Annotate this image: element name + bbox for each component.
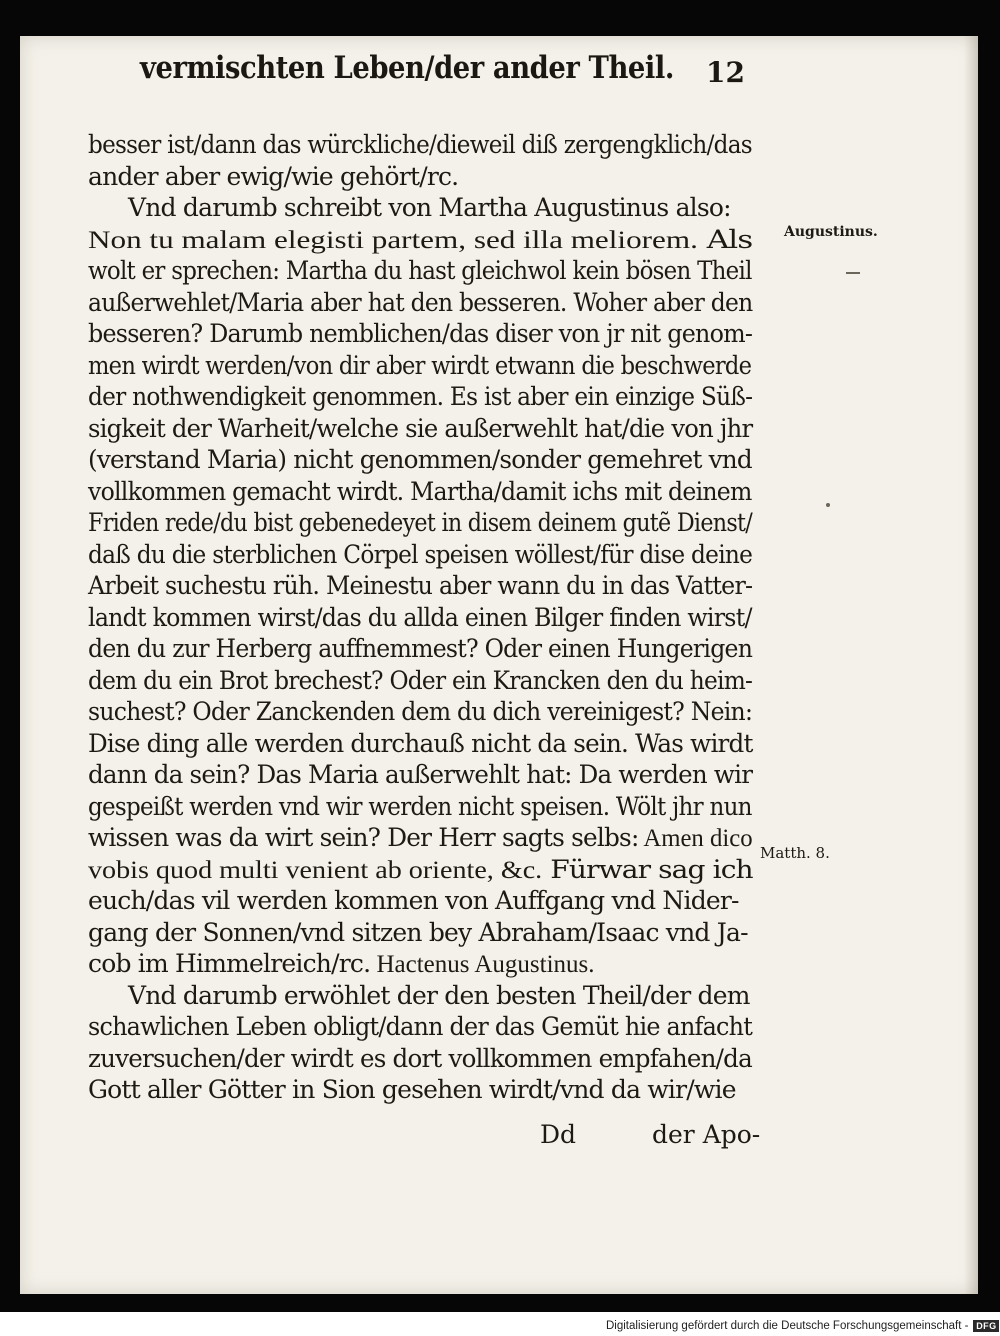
text-line [128, 981, 750, 1011]
text-line [88, 792, 752, 822]
text-line [88, 634, 752, 664]
text-segment: daß du die sterblichen Cörpel speisen wöllest/für dise deine [88, 539, 753, 569]
text-segment: dann da sein? Das Maria außerwehlt hat: Da werden wir [88, 760, 753, 789]
text-line [88, 823, 753, 854]
dfg-logo-icon: DFG [973, 1320, 999, 1332]
text-line [88, 414, 752, 444]
text-segment: (verstand Maria) nicht genommen/sonder gemehret vnd [88, 445, 752, 474]
text-line [88, 319, 752, 349]
text-line [88, 949, 595, 980]
text-line [88, 288, 752, 318]
text-segment: gespeißt werden vnd wir werden nicht speisen. Wölt jhr nun [88, 791, 752, 821]
text-segment: Fürwar sag ich [542, 854, 753, 884]
text-segment: der nothwendigkeit genommen. Es ist aber ein einzige Süß- [88, 382, 753, 411]
text-line [88, 729, 753, 759]
text-segment: suchest? Oder Zanckenden dem du dich vereinigest? Nein: [88, 697, 753, 726]
text-line [88, 256, 752, 286]
text-segment: vobis quod multi venient ab oriente, &c. [88, 856, 543, 884]
text-segment: außerwehlet/Maria aber hat den besseren. Woher aber den [88, 287, 753, 317]
text-segment: den du zur Herberg auffnemmest? Oder einen Hungerigen [88, 634, 753, 663]
text-segment: gang der Sonnen/vnd sitzen bey Abraham/Isaac vnd Ja- [88, 917, 748, 947]
margin-note-matthaeus: Matth. 8. [760, 844, 830, 862]
catchword: der Apo- [652, 1120, 761, 1149]
footer-credit-text: Digitalisierung gefördert durch die Deutsche Forschungsgemeinschaft - [606, 1320, 969, 1332]
running-head: vermischten Leben/der ander Theil. [140, 50, 674, 86]
text-line [88, 130, 752, 160]
text-segment: Friden rede/du bist gebenedeyet in disem deinem gutẽ Dienst/ [88, 508, 753, 537]
text-segment: men wirdt werden/von dir aber wirdt etwann die beschwerde [88, 350, 752, 380]
text-segment: schawlichen Leben obligt/dann der das Gemüt hie anfacht [88, 1012, 753, 1041]
text-line [128, 193, 731, 223]
text-line [88, 855, 753, 886]
margin-note-augustinus: Augustinus. [784, 224, 878, 240]
page-edge-shadow [964, 36, 978, 1294]
text-line [88, 445, 752, 475]
text-line [88, 571, 752, 601]
text-segment: Gott aller Götter in Sion gesehen wirdt/vnd da wir/wie [88, 1075, 736, 1104]
text-line [88, 162, 458, 192]
text-line [88, 1044, 752, 1074]
text-segment: Non tu malam elegisti partem, sed illa meliorem. [88, 226, 698, 254]
text-line [88, 477, 752, 507]
text-segment: Als [697, 224, 753, 254]
text-segment: Hactenus Augustinus. [370, 951, 595, 978]
text-line [88, 225, 752, 256]
text-segment: besser ist/dann das würckliche/dieweil diß zergengklich/das [88, 130, 752, 159]
text-segment: Arbeit suchestu rüh. Meinestu aber wann du in das Vatter- [88, 571, 753, 600]
text-segment: ander aber ewig/wie gehört/rc. [88, 161, 459, 191]
text-line [88, 508, 752, 538]
text-segment: cob im Himmelreich/rc. [88, 949, 371, 978]
text-line [88, 540, 752, 570]
text-line [88, 1012, 752, 1042]
text-line [88, 351, 751, 381]
text-segment: landt kommen wirst/das du allda einen Bilger finden wirst/ [88, 602, 752, 632]
margin-mark [846, 272, 860, 274]
text-segment: euch/das vil werden kommen von Auffgang vnd Nider- [88, 886, 739, 915]
text-line [88, 886, 739, 916]
text-line [88, 918, 748, 948]
text-segment: Vnd darumb erwöhlet der den besten Theil/der dem [128, 980, 750, 1010]
text-segment: dem du ein Brot brechest? Oder ein Krancken den du heim- [88, 665, 753, 695]
text-segment: zuversuchen/der wirdt es dort vollkommen empfahen/da [88, 1043, 752, 1073]
text-segment: Vnd darumb schreibt von Martha Augustinus also: [128, 193, 731, 222]
text-line [88, 1075, 736, 1105]
signature-mark: Dd [540, 1120, 577, 1149]
page-number: 12 [706, 56, 745, 89]
text-line [88, 382, 752, 412]
text-segment: besseren? Darumb nemblichen/das diser von jr nit genom- [88, 319, 753, 348]
text-line [88, 760, 752, 790]
text-segment: Amen dico [638, 825, 753, 852]
text-line [88, 666, 752, 696]
margin-mark [826, 503, 830, 507]
text-line [88, 697, 752, 727]
footer-credit [606, 1318, 999, 1334]
text-segment: Dise ding alle werden durchauß nicht da sein. Was wirdt [88, 728, 753, 758]
text-segment: wolt er sprechen: Martha du hast gleichwol kein bösen Theil [88, 256, 752, 285]
text-segment: vollkommen gemacht wirdt. Martha/damit ichs mit deinem [88, 476, 752, 506]
text-segment: wissen was da wirt sein? Der Herr sagts selbs: [88, 823, 639, 852]
text-segment: sigkeit der Warheit/welche sie außerwehlt hat/die von jhr [88, 413, 753, 443]
text-line [88, 603, 752, 633]
